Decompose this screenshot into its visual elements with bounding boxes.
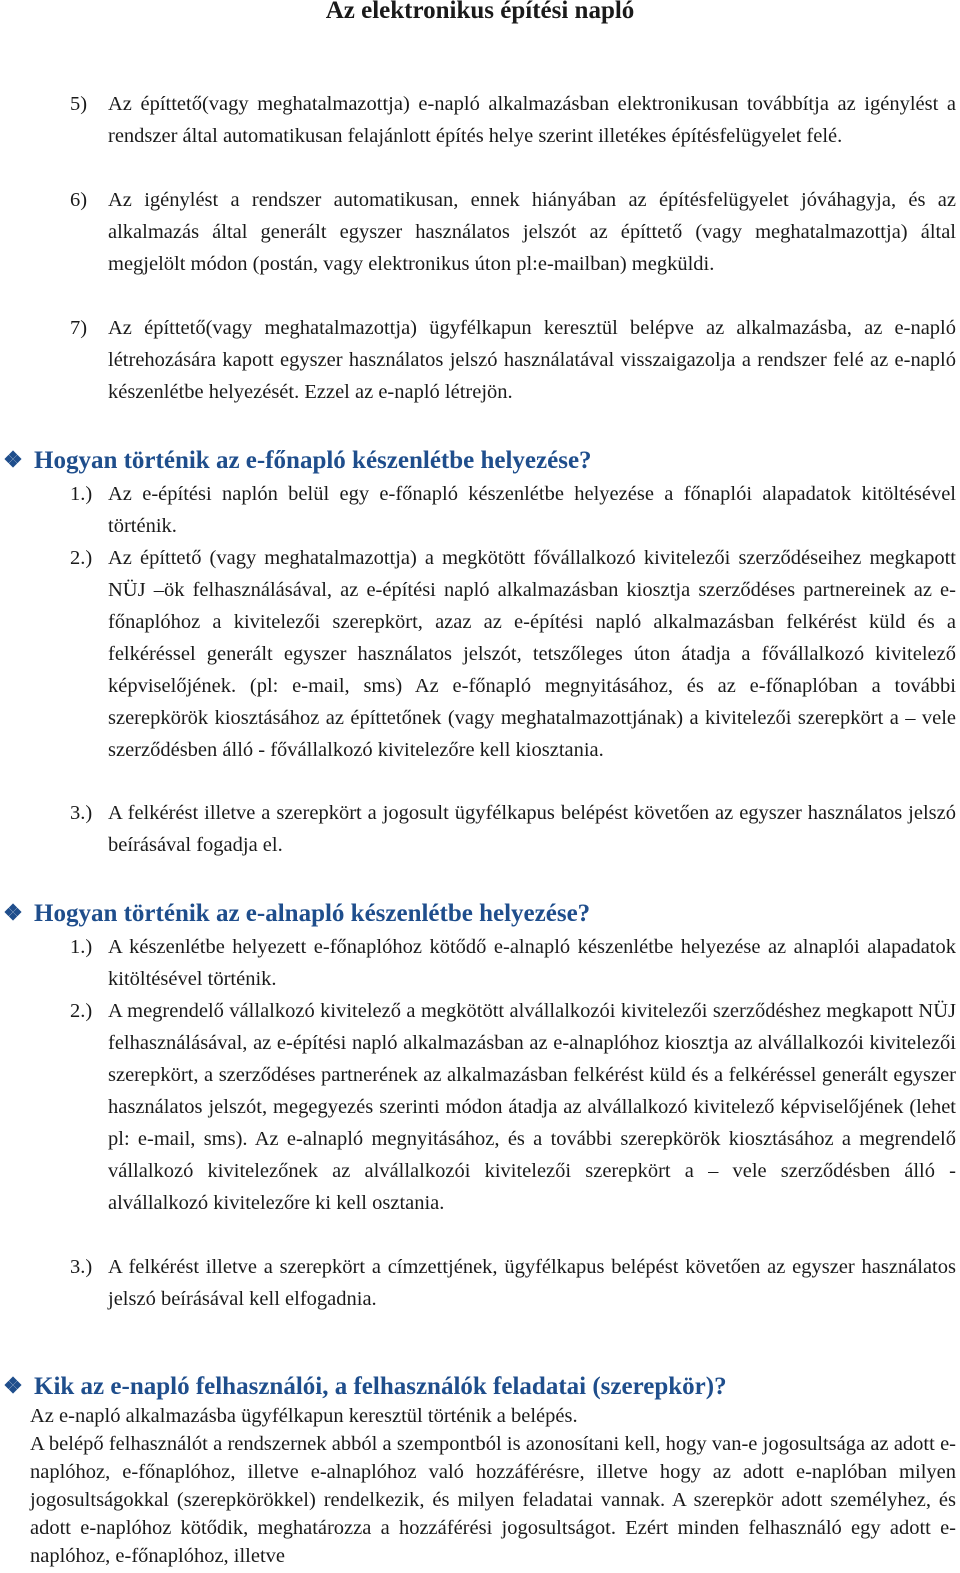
- item-text: Az e-építési naplón belül egy e-főnapló készenlétbe helyezése a főnaplói alapadatok kitöltésével történik.: [108, 483, 956, 537]
- item-number: 3.): [70, 1256, 93, 1278]
- item-number: 6): [70, 189, 88, 211]
- diamond-bullet-icon: ❖: [3, 447, 23, 472]
- diamond-bullet-icon: ❖: [3, 900, 23, 925]
- list-item: [70, 797, 956, 861]
- list-item: [70, 88, 956, 152]
- section-heading: [0, 443, 940, 478]
- item-text: Az építtető(vagy meghatalmazottja) e-napló alkalmazásban elektronikusan továbbítja az igénylést a rendszer által automatikusan felajánlott építés helye szerint illetékes építésfelügyelet felé.: [108, 93, 956, 147]
- section-heading-text: Hogyan történik az e-főnapló készenlétbe helyezése?: [34, 447, 592, 474]
- item-text: Az igénylést a rendszer automatikusan, ennek hiányában az építésfelügyelet jóváhagyja, és az alkalmazás által generált egyszer használatos jelszót az építtető (vagy meghatalmazottja) által megjelölt módon (postán, vagy elektronikus úton pl:e-mailban) megküldi.: [108, 189, 956, 275]
- item-number: 3.): [70, 802, 93, 824]
- item-number: 2.): [70, 547, 93, 569]
- page-title: Az elektronikus építési napló: [325, 0, 635, 24]
- list-item: [70, 542, 956, 766]
- section-heading: [0, 896, 940, 931]
- item-number: 1.): [70, 483, 93, 505]
- list-item: [70, 478, 956, 542]
- item-text: A megrendelő vállalkozó kivitelező a megkötött alvállalkozói kivitelezői szerződéshez megkapott NÜJ felhasználásával, az e-építési napló alkalmazásban az e-alnaplóhoz kiosztja az alvállalkozói kivitelezői szerepkört, a szerződéses partnerének az alkalmazásban felkérést küld és a felkéréssel generált egyszer használatos jelszót, megegyezés szerinti módon átadja az alvállalkozó kivitelező képviselőjének (lehet pl: e-mail, sms). Az e-alnapló megnyitásához, és a további szerepkörök kiosztásához a megrendelő vállalkozó kivitelezőnek az alvállalkozói kivitelezői szerepkört a – vele szerződésben álló - alvállalkozó kivitelezőre ki kell osztania.: [108, 1000, 956, 1214]
- list-item: [70, 312, 956, 408]
- section-heading-text: Hogyan történik az e-alnapló készenlétbe helyezése?: [34, 900, 591, 927]
- item-number: 1.): [70, 936, 93, 958]
- item-number: 5): [70, 93, 88, 115]
- item-number: 2.): [70, 1000, 93, 1022]
- list-item: [70, 184, 956, 280]
- diamond-bullet-icon: ❖: [3, 1373, 23, 1398]
- list-item: [70, 995, 956, 1219]
- item-text: Az építtető (vagy meghatalmazottja) a megkötött fővállalkozó kivitelezői szerződéseihez megkapott NÜJ –ök felhasználásával, az e-építési napló alkalmazásban kiosztja szerződéses partnereinek az e-főnaplóhoz a kivitelezői szerepkört, azaz az e-építési napló alkalmazásban felkérést küld és a felkéréssel generált egyszer használatos jelszót, tetszőleges úton átadja a fővállalkozó kivitelező képviselőjének. (pl: e-mail, sms) Az e-főnapló megnyitásához, és az e-főnaplóban a további szerepkörök kiosztásához az építtetőnek (vagy meghatalmazottjának) a kivitelezői szerepkört a – vele szerződésben álló - fővállalkozó kivitelezőre kell kiosztania.: [108, 547, 956, 761]
- list-item: [70, 931, 956, 995]
- section-heading: [0, 1369, 940, 1404]
- paragraph: Az e-napló alkalmazásba ügyfélkapun keresztül történik a belépés.: [30, 1405, 578, 1427]
- list-item: [70, 1251, 956, 1315]
- item-text: A felkérést illetve a szerepkört a címzettjének, ügyfélkapus belépést követően az egyszer használatos jelszó beírásával kell elfogadnia.: [108, 1256, 956, 1310]
- item-text: A felkérést illetve a szerepkört a jogosult ügyfélkapus belépést követően az egyszer használatos jelszó beírásával fogadja el.: [108, 802, 956, 856]
- item-text: A készenlétbe helyezett e-főnaplóhoz kötődő e-alnapló készenlétbe helyezése az alnaplói alapadatok kitöltésével történik.: [108, 936, 956, 990]
- item-text: Az építtető(vagy meghatalmazottja) ügyfélkapun keresztül belépve az alkalmazásba, az e-napló létrehozására kapott egyszer használatos jelszó használatával visszaigazolja a rendszer felé az e-napló készenlétbe helyezését. Ezzel az e-napló létrejön.: [108, 317, 956, 403]
- item-number: 7): [70, 317, 88, 339]
- section-heading-text: Kik az e-napló felhasználói, a felhasználók feladatai (szerepkör)?: [34, 1373, 727, 1400]
- paragraph: A belépő felhasználót a rendszernek abból a szempontból is azonosítani kell, hogy van-e jogosultsága az adott e-naplóhoz, e-főnaplóhoz, illetve e-alnaplóhoz való hozzáférésre, illetve hogy az adott e-naplóban milyen jogosultságokkal (szerepkörökkel) rendelkezik, és milyen feladatai vannak. A szerepkör adott személyhez, és adott e-naplóhoz kötődik, meghatározza a hozzáférési jogosultságot. Ezért minden felhasználó egy adott e-naplóhoz, e-főnaplóhoz, illetve: [30, 1433, 956, 1567]
